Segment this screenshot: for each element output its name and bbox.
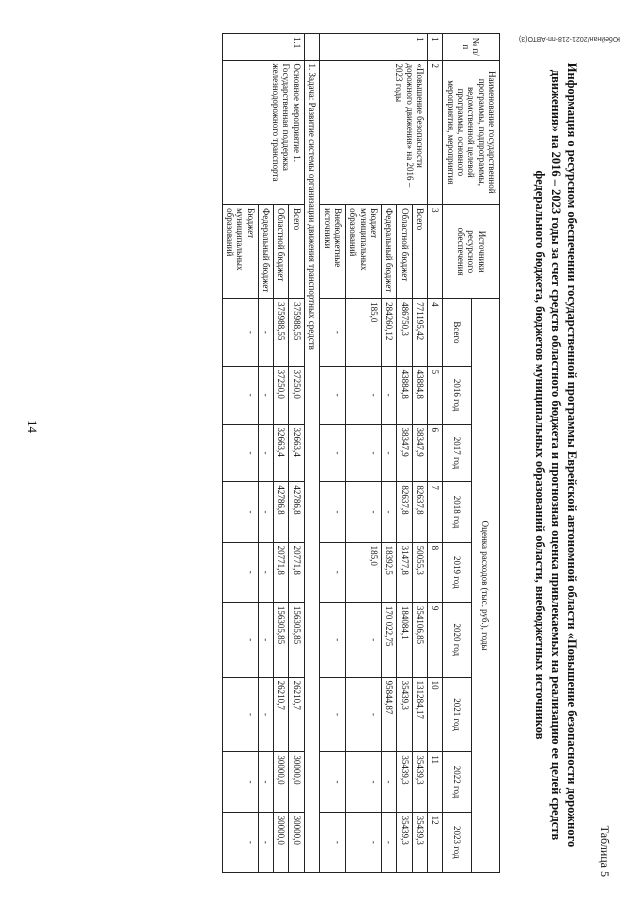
value-cell: 50055,3 xyxy=(412,542,427,602)
index-cell: 8 xyxy=(427,542,442,602)
value-cell: 38347,9 xyxy=(397,424,412,482)
rotated-page xyxy=(25,25,620,885)
value-cell: - xyxy=(222,299,258,367)
value-cell: - xyxy=(258,677,273,752)
value-cell: - xyxy=(345,812,381,872)
index-cell: 2 xyxy=(427,60,442,205)
value-cell: - xyxy=(258,812,273,872)
value-cell: 375988,55 xyxy=(274,299,289,367)
value-cell: - xyxy=(381,482,396,542)
row-number: 1.1 xyxy=(222,34,304,61)
value-cell: - xyxy=(345,752,381,812)
value-cell: 18392,5 xyxy=(381,542,396,602)
value-cell: - xyxy=(258,542,273,602)
value-cell: 375988,55 xyxy=(289,299,304,367)
row-name: Основное мероприятие 1. Государственная поддержка железнодорожного транспорта xyxy=(222,60,304,205)
value-cell: - xyxy=(345,482,381,542)
value-cell: - xyxy=(320,602,346,677)
value-cell: 185,0 xyxy=(345,299,381,367)
program-section xyxy=(320,34,428,873)
col-header-estimate: Оценка расходов (тыс. руб.), годы xyxy=(471,299,499,873)
value-cell: 32663,4 xyxy=(289,424,304,482)
funding-source: Федеральный бюджет xyxy=(381,205,396,299)
value-cell: 30000,0 xyxy=(289,812,304,872)
funding-source: Областной бюджет xyxy=(397,205,412,299)
value-cell: 35439,3 xyxy=(412,752,427,812)
value-cell: 42786,8 xyxy=(289,482,304,542)
page-number: 14 xyxy=(25,420,40,433)
header-row xyxy=(471,34,499,873)
row-name: «Повышение безопасности дорожного движения» на 2016 – 2023 годы xyxy=(320,60,428,205)
value-cell: 38347,9 xyxy=(412,424,427,482)
value-cell: 170 022,75 xyxy=(381,602,396,677)
value-cell: - xyxy=(258,299,273,367)
value-cell: 82637,8 xyxy=(412,482,427,542)
value-cell: - xyxy=(320,424,346,482)
value-cell: - xyxy=(320,752,346,812)
value-cell: - xyxy=(381,752,396,812)
value-cell: 37250,0 xyxy=(289,366,304,424)
value-cell: 185,0 xyxy=(345,542,381,602)
index-row xyxy=(427,34,442,873)
value-cell: - xyxy=(258,482,273,542)
index-cell: 3 xyxy=(427,205,442,299)
col-header-year: 2021 год xyxy=(443,677,471,752)
value-cell: 42786,8 xyxy=(274,482,289,542)
value-cell: - xyxy=(258,424,273,482)
value-cell: - xyxy=(222,542,258,602)
funding-source: Областной бюджет xyxy=(274,205,289,299)
col-header-source: Источники ресурсного обеспечения xyxy=(443,205,500,299)
value-cell: 26210,7 xyxy=(274,677,289,752)
value-cell: 354106,85 xyxy=(412,602,427,677)
value-cell: - xyxy=(320,366,346,424)
value-cell: - xyxy=(222,812,258,872)
index-cell: 11 xyxy=(427,752,442,812)
value-cell: 35439,3 xyxy=(412,812,427,872)
value-cell: - xyxy=(345,424,381,482)
index-cell: 7 xyxy=(427,482,442,542)
funding-source: Федеральный бюджет xyxy=(258,205,273,299)
index-cell: 4 xyxy=(427,299,442,367)
value-cell: 20771,8 xyxy=(274,542,289,602)
value-cell: - xyxy=(222,602,258,677)
value-cell: 37250,0 xyxy=(274,366,289,424)
table-row xyxy=(412,34,427,873)
measure-section xyxy=(222,34,304,873)
value-cell: - xyxy=(381,366,396,424)
value-cell: - xyxy=(222,424,258,482)
value-cell: 26210,7 xyxy=(289,677,304,752)
value-cell: - xyxy=(320,299,346,367)
value-cell: 771195,42 xyxy=(412,299,427,367)
value-cell: - xyxy=(320,677,346,752)
value-cell: 156305,85 xyxy=(274,602,289,677)
col-header-total: Всего xyxy=(443,299,471,367)
funding-source: Бюджет муниципальных образований xyxy=(345,205,381,299)
task-row xyxy=(304,34,319,873)
funding-source: Бюджет муниципальных образований xyxy=(222,205,258,299)
value-cell: - xyxy=(222,366,258,424)
value-cell: - xyxy=(222,752,258,812)
value-cell: - xyxy=(258,366,273,424)
col-header-year: 2020 год xyxy=(443,602,471,677)
col-header-no: № п/п xyxy=(443,34,500,61)
value-cell: - xyxy=(381,424,396,482)
task-spacer xyxy=(304,34,319,61)
value-cell: 32663,4 xyxy=(274,424,289,482)
value-cell: - xyxy=(381,812,396,872)
value-cell: - xyxy=(320,812,346,872)
value-cell: 184084,1 xyxy=(397,602,412,677)
table-row xyxy=(289,34,304,873)
value-cell: - xyxy=(258,602,273,677)
document-title: Информация о ресурсном обеспечении государственной программы Еврейской автономной области «Повышение безопасности дорожного движения» на 2016 – 2023 годы за счет средств областного бюджета и прогнозная оценка привлекаемых на реализацию ее целей средств федерального бюджета, бюджетов муниципальных образований области, внебюджетных источников xyxy=(533,62,579,848)
index-cell: 1 xyxy=(427,34,442,61)
value-cell: - xyxy=(345,366,381,424)
col-header-name: Наименование государственной программы, подпрограммы, ведомственной целевой программы, основного мероприятия, мероприятия xyxy=(443,60,500,205)
value-cell: - xyxy=(345,677,381,752)
col-header-year: 2016 год xyxy=(443,366,471,424)
value-cell: - xyxy=(320,542,346,602)
index-cell: 10 xyxy=(427,677,442,752)
value-cell: 30000,0 xyxy=(274,752,289,812)
value-cell: 30000,0 xyxy=(289,752,304,812)
col-header-year: 2017 год xyxy=(443,424,471,482)
value-cell: - xyxy=(320,482,346,542)
value-cell: 486750,3 xyxy=(397,299,412,367)
value-cell: 43884,8 xyxy=(412,366,427,424)
document-code: Юбейнан/2021-218-пп-АВТО(3) xyxy=(518,35,620,42)
funding-source: Всего xyxy=(289,205,304,299)
value-cell: - xyxy=(258,752,273,812)
resource-table xyxy=(222,33,500,873)
col-header-year: 2019 год xyxy=(443,542,471,602)
index-cell: 5 xyxy=(427,366,442,424)
value-cell: 35439,3 xyxy=(397,752,412,812)
task-title: 1. Задача: Развитие системы организации движения транспортных средств xyxy=(304,60,319,872)
value-cell: 35439,3 xyxy=(397,812,412,872)
index-cell: 12 xyxy=(427,812,442,872)
value-cell: 31477,8 xyxy=(397,542,412,602)
index-cell: 6 xyxy=(427,424,442,482)
value-cell: 30000,0 xyxy=(274,812,289,872)
value-cell: 156305,85 xyxy=(289,602,304,677)
col-header-year: 2023 год xyxy=(443,812,471,872)
value-cell: - xyxy=(345,602,381,677)
value-cell: 20771,8 xyxy=(289,542,304,602)
value-cell: 82637,8 xyxy=(397,482,412,542)
value-cell: 284260,12 xyxy=(381,299,396,367)
value-cell: 95844,87 xyxy=(381,677,396,752)
col-header-year: 2022 год xyxy=(443,752,471,812)
table-label: Таблица 5 xyxy=(598,825,612,877)
value-cell: - xyxy=(222,677,258,752)
value-cell: 131284,17 xyxy=(412,677,427,752)
col-header-year: 2018 год xyxy=(443,482,471,542)
value-cell: 35439,3 xyxy=(397,677,412,752)
index-cell: 9 xyxy=(427,602,442,677)
funding-source: Всего xyxy=(412,205,427,299)
row-number: 1 xyxy=(320,34,428,61)
value-cell: - xyxy=(222,482,258,542)
funding-source: Внебюджетные источники xyxy=(320,205,346,299)
value-cell: 43884,8 xyxy=(397,366,412,424)
